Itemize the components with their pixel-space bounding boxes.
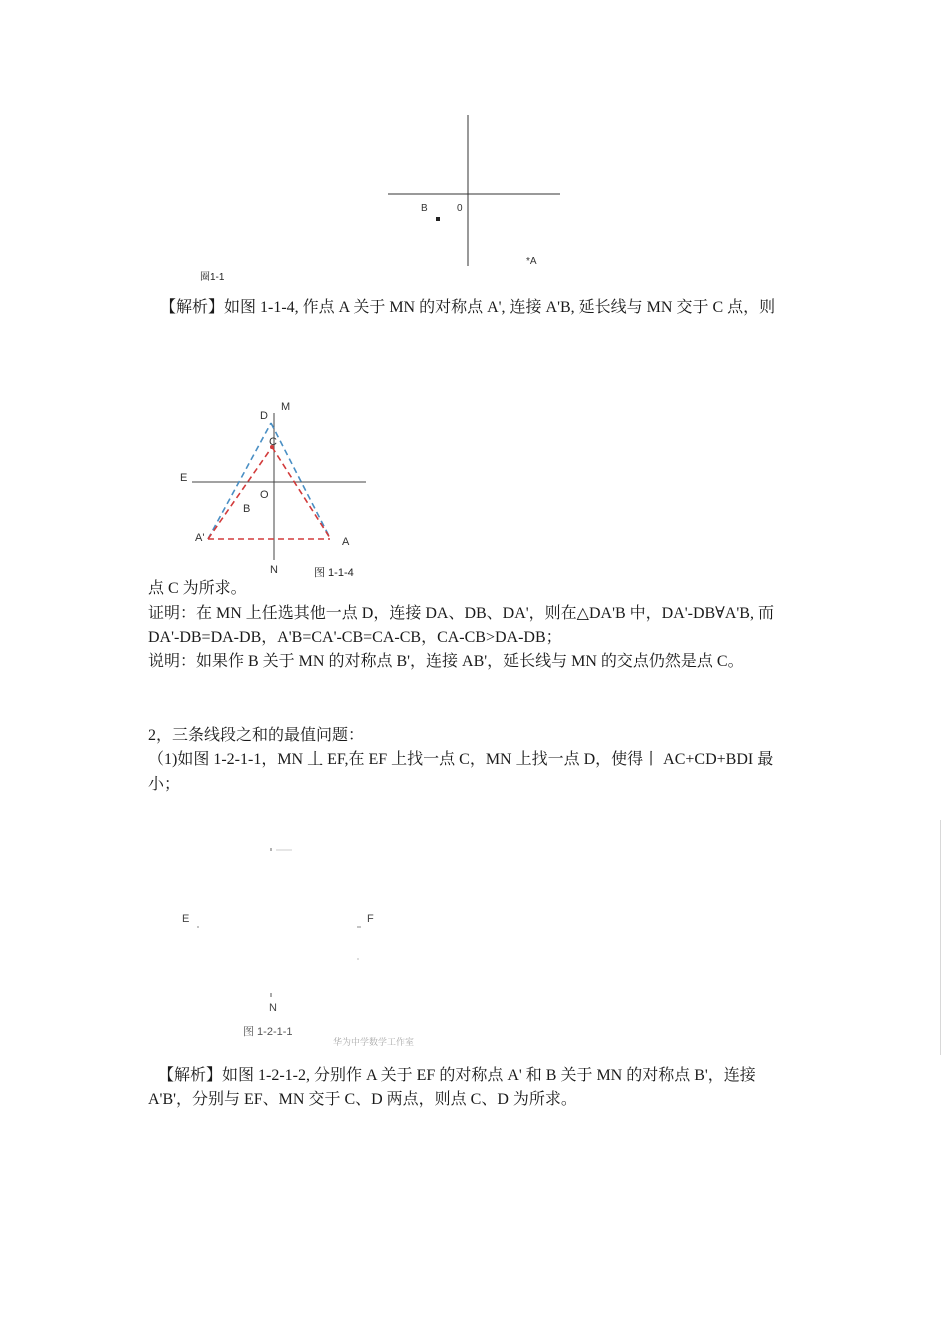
fig3-label-e: E bbox=[182, 913, 190, 925]
answer-line: 点 C 为所求。 bbox=[148, 580, 247, 597]
analysis-paragraph-3-line-2: A'B'，分别与 EF、MN 交于 C、D 两点，则点 C、D 为所求。 bbox=[148, 1091, 577, 1108]
fig2-label-a-prime: A' bbox=[195, 532, 205, 544]
fig1-caption: 圈1-1 bbox=[200, 272, 225, 283]
fig1-label-a: *A bbox=[526, 256, 537, 267]
proof-line-1: 证明：在 MN 上任选其他一点 D，连接 DA、DB、DA'，则在△DA'B 中，DA'-DB∀A'B, 而 bbox=[148, 605, 774, 622]
fig2-label-b: B bbox=[243, 503, 251, 515]
fig3-label-n: N bbox=[269, 1002, 277, 1014]
figure-1-2-1-1-drawing bbox=[170, 840, 440, 1050]
fig2-label-o: O bbox=[260, 489, 269, 501]
segment-ca bbox=[272, 447, 330, 538]
figure-1-1-4 bbox=[170, 395, 380, 580]
fig2-label-n: N bbox=[270, 564, 278, 576]
figure-1-1-4-drawing bbox=[170, 395, 380, 580]
page-edge-mark bbox=[940, 820, 941, 1055]
figure-1-1-axes bbox=[380, 110, 570, 270]
section-2-heading: 2，三条线段之和的最值问题： bbox=[148, 727, 365, 744]
fig2-caption: 图 1-1-4 bbox=[314, 567, 354, 579]
fig2-label-a: A bbox=[342, 536, 350, 548]
fig3-caption: 图 1-2-1-1 bbox=[243, 1026, 293, 1038]
fig3-label-f: F bbox=[367, 913, 374, 925]
section-2-problem-line-2: 小； bbox=[148, 776, 181, 793]
proof-line-2: DA'-DB=DA-DB，A'B=CA'-CB=CA-CB，CA-CB>DA-DB； bbox=[148, 629, 562, 646]
segment-da-prime bbox=[208, 423, 271, 539]
analysis-paragraph-1: 【解析】如图 1-1-4, 作点 A 关于 MN 的对称点 A', 连接 A'B, 延长线与 MN 交于 C 点，则 bbox=[160, 299, 776, 316]
analysis-paragraph-3-line-1: 【解析】如图 1-2-1-2, 分别作 A 关于 EF 的对称点 A' 和 B 关于 MN 的对称点 B'，连接 bbox=[158, 1067, 756, 1084]
note-line: 说明：如果作 B 关于 MN 的对称点 B'，连接 AB'，延长线与 MN 的交点仍然是点 C。 bbox=[148, 653, 744, 670]
fig2-label-e: E bbox=[180, 472, 188, 484]
segment-da bbox=[271, 423, 330, 538]
figure-1-1 bbox=[380, 110, 570, 270]
section-2-problem-line-1: （1)如图 1-2-1-1，MN 丄 EF,在 EF 上找一点 C，MN 上找一点 D，使得丨 AC+CD+BDI 最 bbox=[148, 751, 774, 768]
fig1-label-b: B bbox=[421, 203, 428, 214]
fig2-label-c: C bbox=[269, 436, 277, 448]
fig3-watermark: 华为中学数学工作室 bbox=[333, 1037, 415, 1047]
fig2-label-m: M bbox=[281, 401, 291, 413]
fig2-label-d: D bbox=[260, 410, 268, 422]
fig1-label-o: 0 bbox=[457, 203, 463, 214]
figure-1-2-1-1 bbox=[170, 840, 440, 1050]
point-b-marker bbox=[436, 217, 440, 221]
